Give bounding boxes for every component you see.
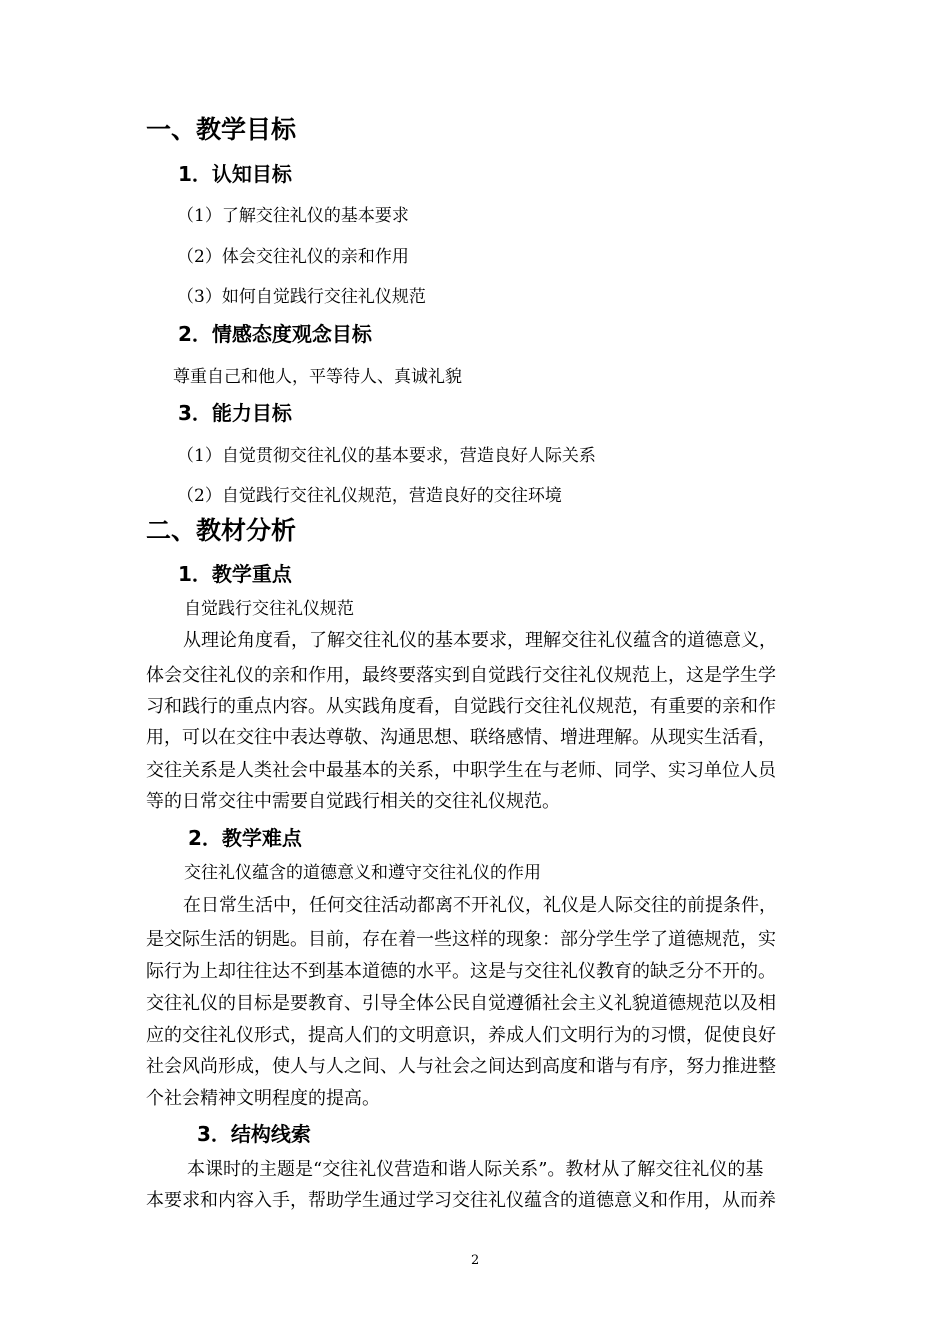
paragraph-line: 交往关系是人类社会中最基本的关系，中职学生在与老师、同学、实习单位人员 bbox=[146, 760, 776, 781]
paragraph-line: 体会交往礼仪的亲和作用，最终要落实到自觉践行交往礼仪规范上，这是学生学 bbox=[146, 665, 776, 686]
paragraph-line: 在日常生活中，任何交往活动都离不开礼仪，礼仪是人际交往的前提条件， bbox=[183, 895, 777, 916]
affective-goal-text: 尊重自己和他人，平等待人、真诚礼貌 bbox=[173, 367, 462, 387]
paragraph-line: 从理论角度看，了解交往礼仪的基本要求，理解交往礼仪蕴含的道德意义， bbox=[183, 630, 777, 651]
section-1-heading: 一、教学目标 bbox=[146, 115, 297, 144]
page-number: 2 bbox=[471, 1253, 480, 1268]
paragraph-line: 是交际生活的钥匙。目前，存在着一些这样的现象：部分学生学了道德规范，实 bbox=[146, 929, 776, 950]
subsection-structure-heading: 3．结构线索 bbox=[197, 1122, 311, 1146]
subsection-affective-goal-heading: 2．情感态度观念目标 bbox=[178, 322, 372, 346]
subsection-key-point-heading: 1．教学重点 bbox=[178, 562, 292, 586]
section-2-heading: 二、教材分析 bbox=[146, 516, 297, 545]
key-point-lead: 自觉践行交往礼仪规范 bbox=[184, 599, 354, 619]
list-item: （1）了解交往礼仪的基本要求 bbox=[177, 206, 409, 226]
subsection-cognitive-goal-heading: 1．认知目标 bbox=[178, 162, 292, 186]
list-item: （1）自觉贯彻交往礼仪的基本要求，营造良好人际关系 bbox=[177, 446, 596, 466]
paragraph-line: 本课时的主题是“交往礼仪营造和谐人际关系”。教材从了解交往礼仪的基 bbox=[187, 1159, 764, 1180]
subsection-difficulty-heading: 2．教学难点 bbox=[188, 826, 302, 850]
list-item: （2）体会交往礼仪的亲和作用 bbox=[177, 247, 409, 267]
paragraph-line: 社会风尚形成，使人与人之间、人与社会之间达到高度和谐与有序，努力推进整 bbox=[146, 1056, 776, 1077]
paragraph-line: 个社会精神文明程度的提高。 bbox=[146, 1088, 380, 1109]
paragraph-line: 用，可以在交往中表达尊敬、沟通思想、联络感情、增进理解。从现实生活看， bbox=[146, 727, 776, 748]
paragraph-line: 交往礼仪的目标是要教育、引导全体公民自觉遵循社会主义礼貌道德规范以及相 bbox=[146, 993, 776, 1014]
paragraph-line: 等的日常交往中需要自觉践行相关的交往礼仪规范。 bbox=[146, 791, 560, 812]
paragraph-line: 本要求和内容入手，帮助学生通过学习交往礼仪蕴含的道德意义和作用，从而养 bbox=[146, 1190, 776, 1211]
paragraph-line: 应的交往礼仪形式，提高人们的文明意识，养成人们文明行为的习惯，促使良好 bbox=[146, 1025, 776, 1046]
paragraph-line: 际行为上却往往达不到基本道德的水平。这是与交往礼仪教育的缺乏分不开的。 bbox=[146, 961, 776, 982]
paragraph-line: 习和践行的重点内容。从实践角度看，自觉践行交往礼仪规范，有重要的亲和作 bbox=[146, 696, 776, 717]
subsection-ability-goal-heading: 3．能力目标 bbox=[178, 401, 292, 425]
list-item: （3）如何自觉践行交往礼仪规范 bbox=[177, 287, 426, 307]
difficulty-lead: 交往礼仪蕴含的道德意义和遵守交往礼仪的作用 bbox=[184, 863, 541, 883]
list-item: （2）自觉践行交往礼仪规范，营造良好的交往环境 bbox=[177, 486, 562, 506]
